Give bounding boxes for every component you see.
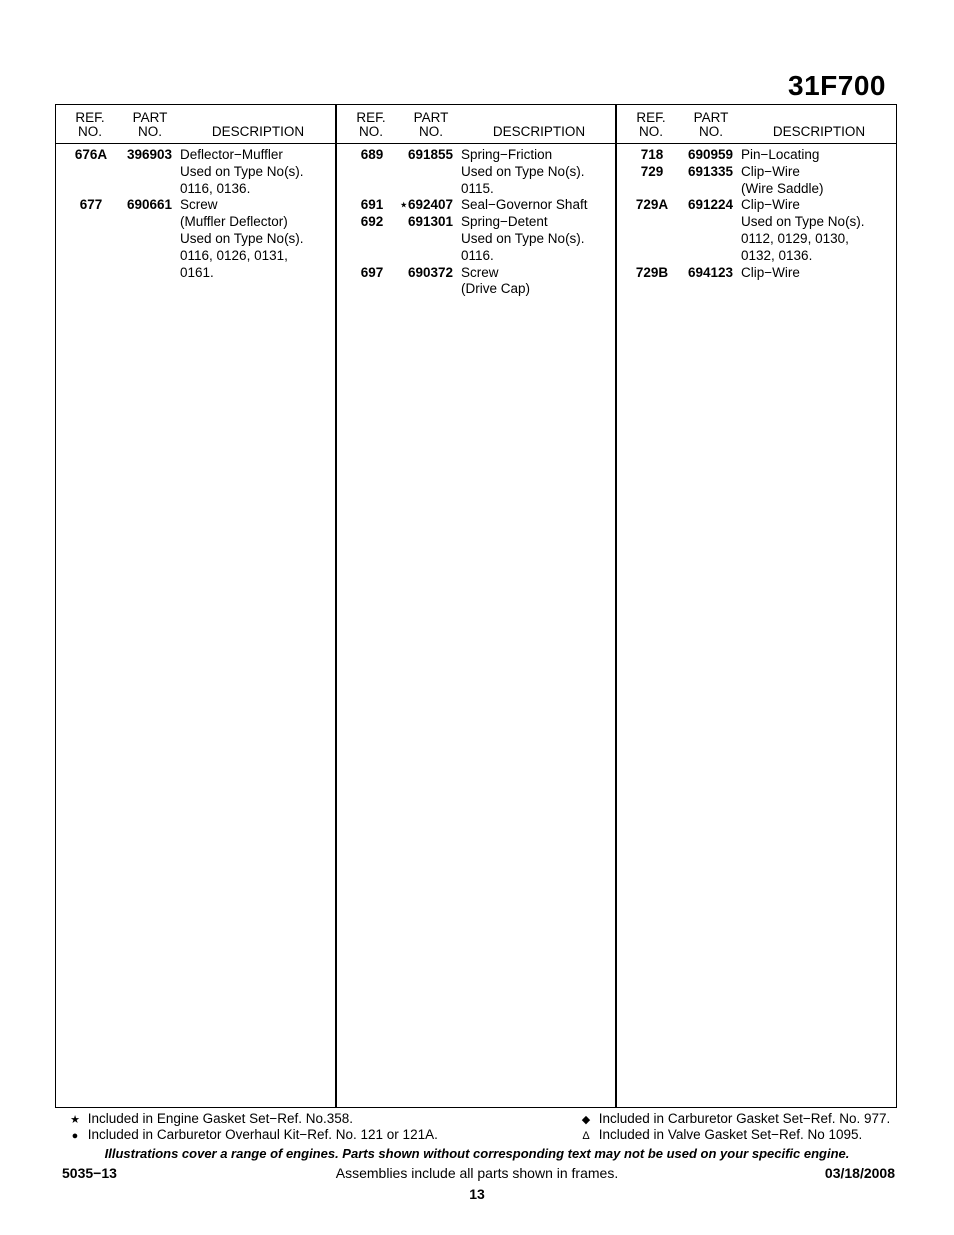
ref-number: 692 <box>360 214 384 230</box>
legend-item: Δ Included in Valve Gasket Set−Ref. No 1095. <box>577 1128 890 1144</box>
description-line: 0115. <box>461 180 494 196</box>
delta-icon: Δ <box>582 1129 590 1142</box>
legend-item: ◆ Included in Carburetor Gasket Set−Ref. No. 977. <box>577 1112 890 1128</box>
legend-left <box>66 1112 438 1143</box>
part-number: 690372 <box>407 264 453 280</box>
description-header: DESCRIPTION <box>772 124 866 139</box>
description-line: Pin−Locating <box>741 147 820 162</box>
part-row <box>337 214 617 264</box>
part-description <box>741 147 893 164</box>
part-number: 396903 <box>126 147 172 162</box>
part-number: 690661 <box>126 197 172 213</box>
description-line: (Drive Cap) <box>461 281 531 297</box>
description-line: Deflector−Muffler <box>180 147 283 162</box>
part-row <box>617 197 897 264</box>
part-row <box>337 197 617 214</box>
part-no-header: PART NO. <box>693 110 729 139</box>
disclaimer: Illustrations cover a range of engines. Parts shown without corresponding text may not be used on your specific engine. <box>104 1146 850 1161</box>
part-description <box>461 197 613 214</box>
ref-number: 676A <box>74 147 108 162</box>
part-row <box>337 265 617 299</box>
ref-no-header: REF. NO. <box>75 110 105 139</box>
description-line: Screw <box>461 264 499 280</box>
description-line: Used on Type No(s). <box>461 163 585 179</box>
description-line: 0116. <box>461 247 494 263</box>
part-number: 691335 <box>687 163 733 179</box>
legend-right <box>577 1112 890 1143</box>
legend-item: ● Included in Carburetor Overhaul Kit−Ref. No. 121 or 121A. <box>66 1128 438 1144</box>
diamond-icon: ◆ <box>581 1114 591 1126</box>
part-description <box>741 197 893 264</box>
description-line: Spring−Detent <box>461 214 548 230</box>
description-header: DESCRIPTION <box>211 124 305 139</box>
parts-column-3 <box>617 105 897 1107</box>
description-line: Seal−Governor Shaft <box>461 197 588 213</box>
description-header: DESCRIPTION <box>492 124 586 139</box>
description-line: Clip−Wire <box>741 197 800 213</box>
parts-column-2 <box>337 105 617 1107</box>
description-line: Used on Type No(s). <box>180 163 304 179</box>
part-description <box>461 265 613 299</box>
part-number: ⋆692407 <box>399 197 453 213</box>
ref-number: 697 <box>360 264 384 280</box>
doc-date: 03/18/2008 <box>824 1165 895 1181</box>
part-number: 691224 <box>687 197 733 213</box>
ref-number: 729 <box>640 163 664 179</box>
description-line: Used on Type No(s). <box>741 214 865 230</box>
description-line: Spring−Friction <box>461 147 553 162</box>
part-row <box>617 147 897 164</box>
parts-table <box>55 104 897 1108</box>
description-line: 0132, 0136. <box>741 247 813 263</box>
description-line: Used on Type No(s). <box>180 230 304 246</box>
star-icon: ★ <box>70 1114 80 1126</box>
part-row <box>337 147 617 197</box>
part-description <box>741 164 893 198</box>
part-description <box>180 197 332 281</box>
description-line: (Muffler Deflector) <box>180 214 288 230</box>
part-number: 690959 <box>687 147 733 162</box>
description-line: Used on Type No(s). <box>461 230 585 246</box>
ref-number: 729A <box>635 197 669 213</box>
part-description <box>741 265 893 282</box>
doc-code: 5035−13 <box>62 1165 117 1181</box>
part-no-header: PART NO. <box>132 110 168 139</box>
legend-item: ★ Included in Engine Gasket Set−Ref. No.358. <box>66 1112 438 1128</box>
bullet-icon: ● <box>71 1129 79 1142</box>
ref-number: 691 <box>360 197 384 213</box>
ref-number: 729B <box>635 264 669 280</box>
ref-number: 718 <box>640 147 664 162</box>
ref-number: 677 <box>79 197 103 213</box>
parts-list <box>337 147 617 298</box>
part-row <box>56 197 336 281</box>
part-description <box>461 214 613 264</box>
description-line: 0116, 0126, 0131, <box>180 247 288 263</box>
parts-list <box>56 147 336 281</box>
part-no-header: PART NO. <box>413 110 449 139</box>
part-number: 691301 <box>407 214 453 230</box>
description-line: Clip−Wire <box>741 163 800 179</box>
part-row <box>617 265 897 282</box>
model-title: 31F700 <box>788 70 886 101</box>
part-description <box>461 147 613 197</box>
part-row <box>617 164 897 198</box>
description-line: 0116, 0136. <box>180 180 251 196</box>
ref-number: 689 <box>360 147 384 162</box>
parts-column-1 <box>56 105 336 1107</box>
part-row <box>56 147 336 197</box>
description-line: 0112, 0129, 0130, <box>741 230 849 246</box>
assemblies-note: Assemblies include all parts shown in frames. <box>335 1165 619 1181</box>
part-number: 694123 <box>687 264 733 280</box>
ref-no-header: REF. NO. <box>636 110 666 139</box>
description-line: (Wire Saddle) <box>741 180 824 196</box>
parts-list <box>617 147 897 281</box>
part-number: 691855 <box>407 147 453 162</box>
description-line: Screw <box>180 197 218 213</box>
page-number: 13 <box>469 1186 485 1202</box>
description-line: Clip−Wire <box>741 264 800 280</box>
part-description <box>180 147 332 197</box>
ref-no-header: REF. NO. <box>356 110 386 139</box>
description-line: 0161. <box>180 264 214 280</box>
